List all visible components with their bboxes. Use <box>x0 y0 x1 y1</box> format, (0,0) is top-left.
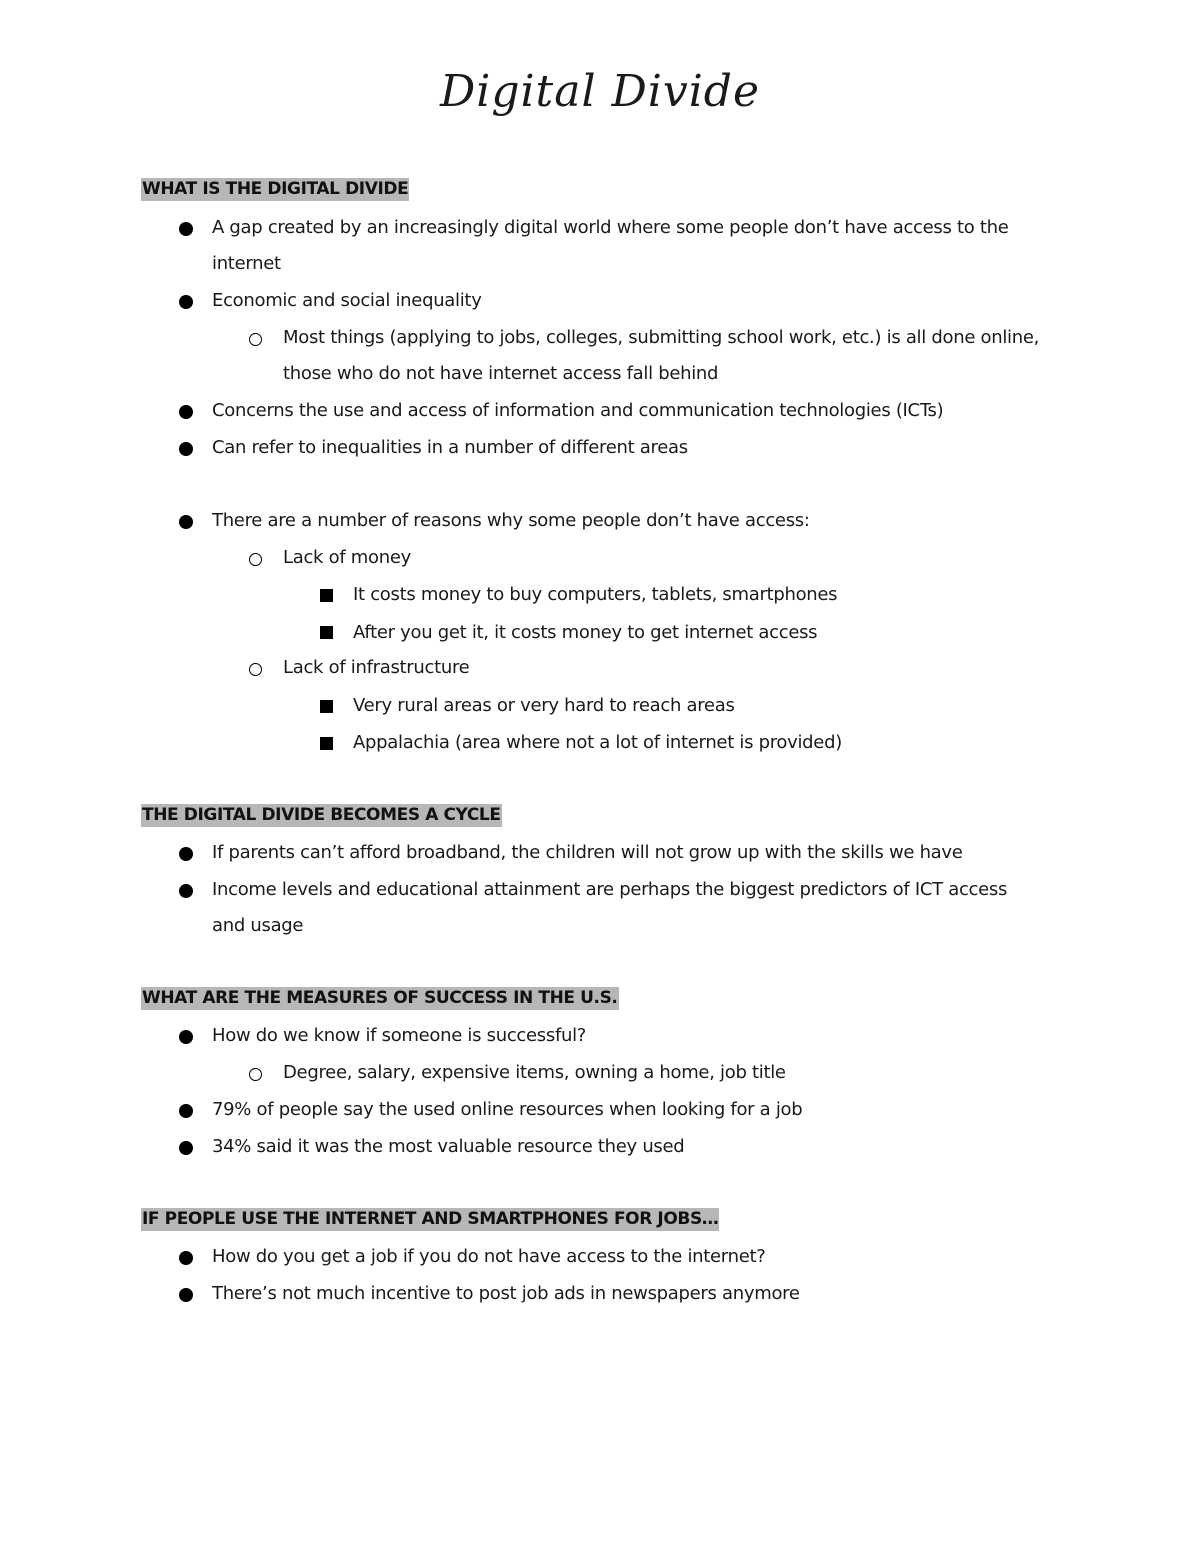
list-item-text: There are a number of reasons why some people don’t have access: <box>212 510 810 531</box>
bullet-square <box>320 589 333 602</box>
list-item-text: internet <box>212 253 281 274</box>
list-item-text: Lack of infrastructure <box>283 657 470 678</box>
bullet-square <box>320 700 333 713</box>
list-item-text: How do you get a job if you do not have access to the internet? <box>212 1246 766 1267</box>
bullet-circle <box>249 333 262 346</box>
bullet-disc <box>179 884 193 898</box>
list-item-text: Most things (applying to jobs, colleges, submitting school work, etc.) is all done online, <box>283 327 1040 348</box>
list-item-text: and usage <box>212 915 304 936</box>
list-item-text: After you get it, it costs money to get internet access <box>353 622 818 643</box>
section-heading-jobs: IF PEOPLE USE THE INTERNET AND SMARTPHONES FOR JOBS… <box>142 1209 719 1229</box>
list-item-text: Can refer to inequalities in a number of different areas <box>212 437 688 458</box>
list-item-text: Concerns the use and access of information and communication technologies (ICTs) <box>212 400 944 421</box>
list-item-text: A gap created by an increasingly digital world where some people don’t have access to the <box>212 217 1009 238</box>
bullet-circle <box>249 553 262 566</box>
list-item-text: Economic and social inequality <box>212 290 482 311</box>
bullet-disc <box>179 405 193 419</box>
list-item-text: those who do not have internet access fall behind <box>283 363 719 384</box>
bullet-disc <box>179 515 193 529</box>
bullet-disc <box>179 1030 193 1044</box>
bullet-disc <box>179 1104 193 1118</box>
bullet-disc <box>179 1251 193 1265</box>
bullet-disc <box>179 222 193 236</box>
document-title: Digital Divide <box>439 66 761 117</box>
bullet-disc <box>179 295 193 309</box>
bullet-disc <box>179 1141 193 1155</box>
list-item-text: Appalachia (area where not a lot of internet is provided) <box>353 732 842 753</box>
bullet-square <box>320 737 333 750</box>
bullet-circle <box>249 663 262 676</box>
list-item-text: 34% said it was the most valuable resource they used <box>212 1136 685 1157</box>
bullet-disc <box>179 1288 193 1302</box>
list-item-text: There’s not much incentive to post job ads in newspapers anymore <box>212 1283 800 1304</box>
list-item-text: If parents can’t afford broadband, the children will not grow up with the skills we have <box>212 842 963 863</box>
bullet-disc <box>179 442 193 456</box>
list-item-text: Very rural areas or very hard to reach areas <box>353 695 735 716</box>
section-heading-measures: WHAT ARE THE MEASURES OF SUCCESS IN THE U.S. <box>142 988 618 1008</box>
bullet-disc <box>179 847 193 861</box>
bullet-square <box>320 626 333 639</box>
section-heading-cycle: THE DIGITAL DIVIDE BECOMES A CYCLE <box>142 805 501 825</box>
list-item-text: 79% of people say the used online resources when looking for a job <box>212 1099 803 1120</box>
list-item-text: How do we know if someone is successful? <box>212 1025 587 1046</box>
list-item-text: It costs money to buy computers, tablets, smartphones <box>353 584 838 605</box>
bullet-circle <box>249 1068 262 1081</box>
list-item-text: Income levels and educational attainment are perhaps the biggest predictors of ICT access <box>212 879 1008 900</box>
list-item-text: Lack of money <box>283 547 411 568</box>
section-heading-what-is: WHAT IS THE DIGITAL DIVIDE <box>142 179 409 199</box>
list-item-text: Degree, salary, expensive items, owning a home, job title <box>283 1062 786 1083</box>
